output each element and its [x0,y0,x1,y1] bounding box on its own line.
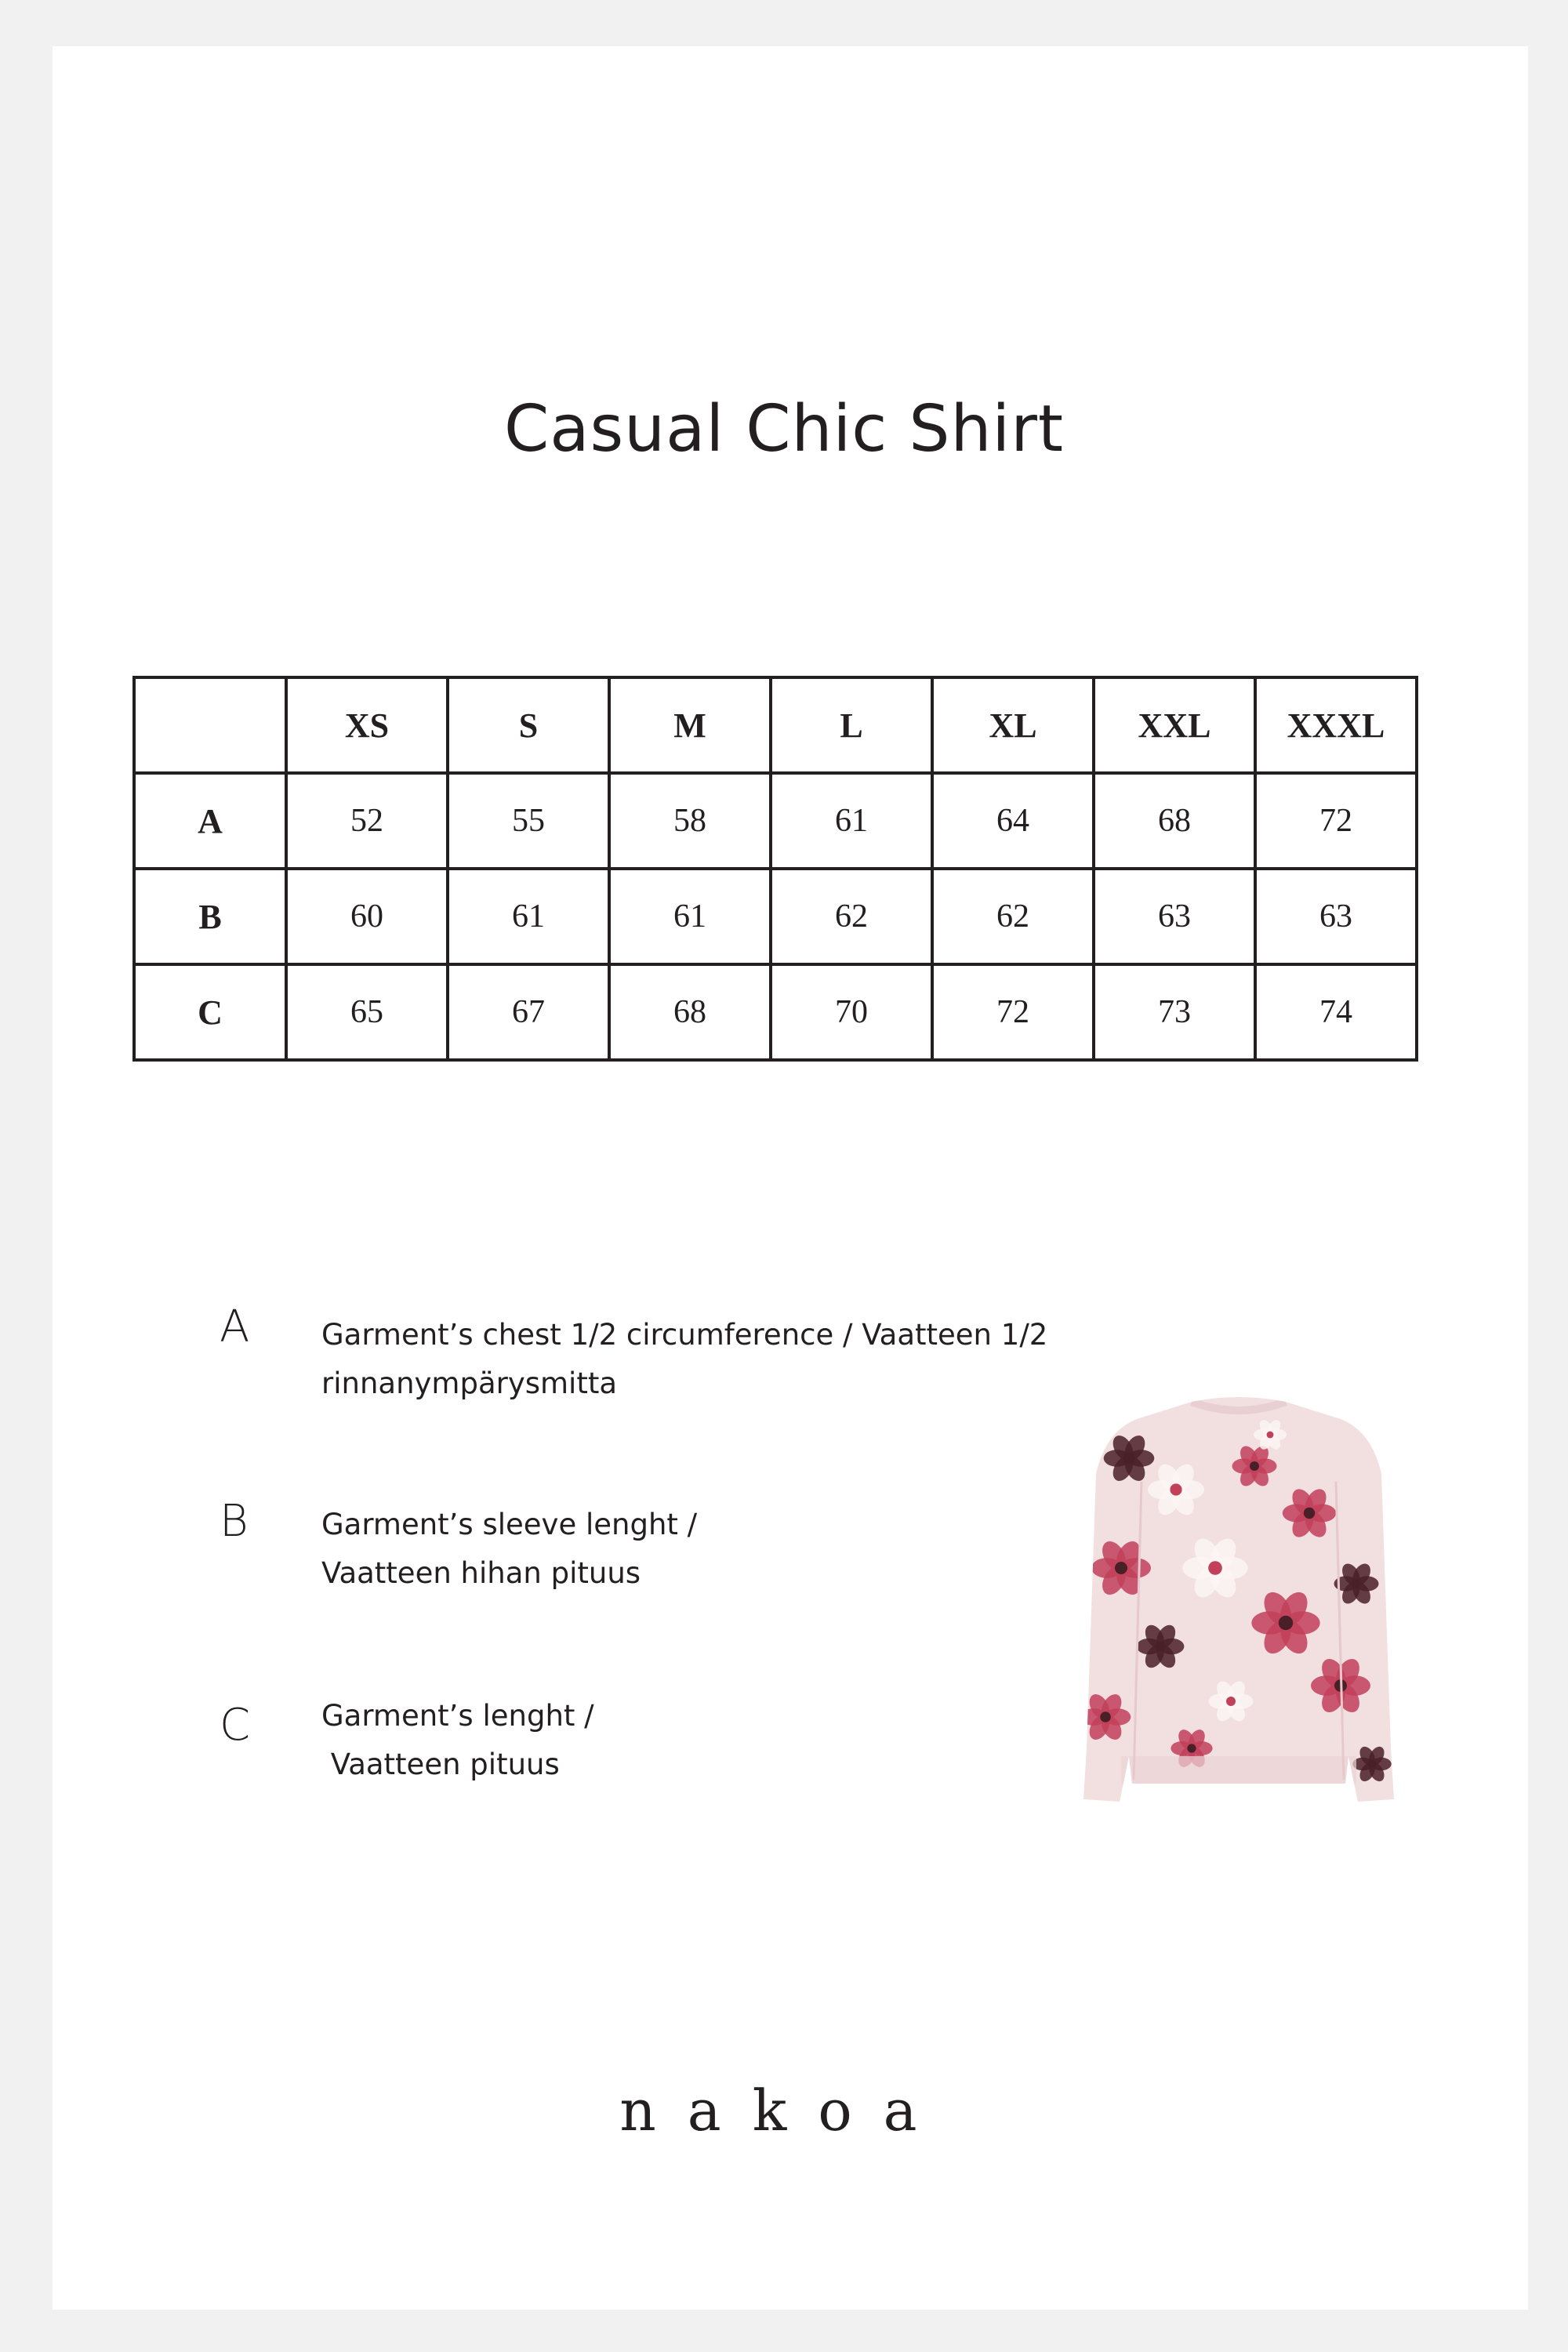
page-card [53,46,1528,2310]
table-header-cell: L [771,677,932,773]
table-header-cell: XXXL [1255,677,1417,773]
table-row-label: B [134,869,286,964]
table-cell: 62 [771,869,932,964]
table-header-cell: XXL [1094,677,1255,773]
table-row [134,773,1417,869]
size-table [132,676,1418,1062]
legend-line: Vaatteen pituus [321,1748,560,1781]
legend-line: Garment’s lenght / [321,1699,594,1733]
table-cell: 61 [609,869,771,964]
table-row-label: C [134,964,286,1060]
page-title: Casual Chic Shirt [503,392,1065,466]
table-cell: 73 [1094,964,1255,1060]
table-cell: 58 [609,773,771,869]
table-cell: 70 [771,964,932,1060]
table-header-cell: XS [286,677,448,773]
legend-description [321,1501,1105,1598]
table-cell: 61 [448,869,609,964]
table-corner-cell [134,677,286,773]
table-cell: 65 [286,964,448,1060]
table-cell: 64 [932,773,1094,869]
table-cell: 68 [609,964,771,1060]
table-cell: 72 [932,964,1094,1060]
legend-line: Garment’s chest 1/2 circumference / Vaatteen 1/2 [321,1318,1048,1352]
floral-shirt-image [1074,1388,1403,1811]
table-cell: 55 [448,773,609,869]
table-cell: 60 [286,869,448,964]
legend-letter: A [220,1301,250,1352]
table-header-cell: S [448,677,609,773]
table-cell: 62 [932,869,1094,964]
legend-line: rinnanympärysmitta [321,1367,618,1400]
table-cell: 72 [1255,773,1417,869]
legend-line: Vaatteen hihan pituus [321,1556,641,1590]
brand-logo: nakoa [619,2078,949,2143]
table-cell: 68 [1094,773,1255,869]
legend-letter: C [220,1700,251,1751]
table-header-cell: M [609,677,771,773]
table-header-row [134,677,1417,773]
table-cell: 67 [448,964,609,1060]
table-header-cell: XL [932,677,1094,773]
table-cell: 63 [1094,869,1255,964]
legend-letter: B [220,1496,249,1547]
table-cell: 52 [286,773,448,869]
table-cell: 61 [771,773,932,869]
table-row [134,869,1417,964]
table-cell: 74 [1255,964,1417,1060]
table-cell: 63 [1255,869,1417,964]
table-row-label: A [134,773,286,869]
legend-description [321,1692,1105,1789]
table-row [134,964,1417,1060]
legend-description [321,1311,1105,1408]
legend-line: Garment’s sleeve lenght / [321,1508,698,1541]
